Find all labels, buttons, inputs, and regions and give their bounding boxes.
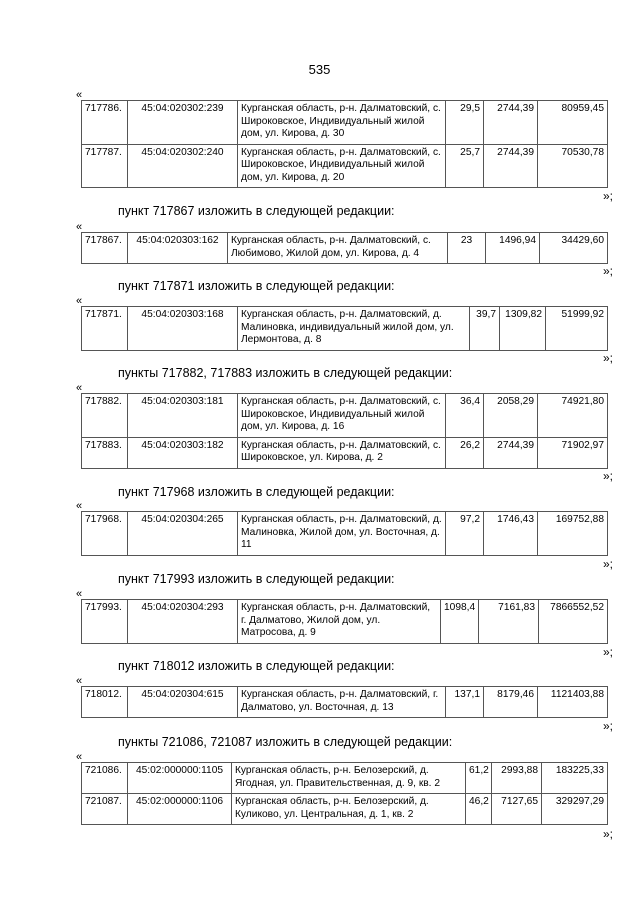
- table-row: [82, 233, 608, 264]
- row-number: 717968.: [82, 512, 128, 556]
- record-table: [81, 686, 608, 718]
- value: 1121403,88: [538, 687, 608, 718]
- cadastral-number: 45:04:020303:168: [128, 307, 238, 351]
- cadastral-number: 45:04:020303:182: [128, 437, 238, 468]
- area: 26,2: [446, 437, 484, 468]
- table-row: [82, 512, 608, 556]
- open-quote: «: [76, 500, 83, 512]
- record-table: [81, 511, 608, 556]
- rate: 2744,39: [484, 101, 538, 145]
- table-row: [82, 307, 608, 351]
- instruction-text: пункт 717993 изложить в следующей редакции:: [118, 572, 395, 586]
- open-quote: «: [76, 89, 83, 101]
- address: Курганская область, р-н. Далматовский, г. Далматово, ул. Восточная, д. 13: [238, 687, 446, 718]
- value: 34429,60: [540, 233, 608, 264]
- area: 36,4: [446, 394, 484, 438]
- row-number: 717786.: [82, 101, 128, 145]
- address: Курганская область, р-н. Далматовский, с. Широковское, ул. Кирова, д. 2: [238, 437, 446, 468]
- row-number: 718012.: [82, 687, 128, 718]
- record-table: [81, 762, 608, 825]
- address: Курганская область, р-н. Белозерский, д. Ягодная, ул. Правительственная, д. 9, кв. 2: [232, 763, 466, 794]
- row-number: 717883.: [82, 437, 128, 468]
- instruction-text: пункты 721086, 721087 изложить в следующей редакции:: [118, 735, 453, 749]
- value: 329297,29: [542, 794, 608, 825]
- cadastral-number: 45:04:020302:239: [128, 101, 238, 145]
- table-row: [82, 101, 608, 145]
- rate: 2744,39: [484, 437, 538, 468]
- area: 25,7: [446, 144, 484, 188]
- table-row: [82, 394, 608, 438]
- address: Курганская область, р-н. Белозерский, д. Куликово, ул. Центральная, д. 1, кв. 2: [232, 794, 466, 825]
- area: 1098,4: [441, 600, 479, 644]
- area: 97,2: [446, 512, 484, 556]
- open-quote: «: [76, 588, 83, 600]
- area: 39,7: [470, 307, 500, 351]
- record-table: [81, 232, 608, 264]
- rate: 2058,29: [484, 394, 538, 438]
- address: Курганская область, р-н. Далматовский, с. Любимово, Жилой дом, ул. Кирова, д. 4: [228, 233, 448, 264]
- rate: 1746,43: [484, 512, 538, 556]
- address: Курганская область, р-н. Далматовский, д. Малиновка, индивидуальный жилой дом, ул. Лермонтова, д. 8: [238, 307, 470, 351]
- row-number: 717871.: [82, 307, 128, 351]
- open-quote: «: [76, 295, 83, 307]
- instruction-text: пункты 717882, 717883 изложить в следующей редакции:: [118, 366, 453, 380]
- value: 80959,45: [538, 101, 608, 145]
- instruction-text: пункт 717867 изложить в следующей редакции:: [118, 204, 395, 218]
- instruction-text: пункт 717968 изложить в следующей редакции:: [118, 485, 395, 499]
- rate: 2744,39: [484, 144, 538, 188]
- area: 23: [448, 233, 486, 264]
- value: 7866552,52: [539, 600, 608, 644]
- cadastral-number: 45:02:000000:1105: [128, 763, 232, 794]
- open-quote: «: [76, 221, 83, 233]
- address: Курганская область, р-н. Далматовский, с. Широковское, Индивидуальный жилой дом, ул. Кирова, д. 30: [238, 101, 446, 145]
- rate: 8179,46: [484, 687, 538, 718]
- area: 61,2: [466, 763, 492, 794]
- close-quote: »;: [602, 469, 613, 483]
- close-quote: »;: [602, 189, 613, 203]
- record-table: [81, 100, 608, 188]
- open-quote: «: [76, 675, 83, 687]
- open-quote: «: [76, 382, 83, 394]
- row-number: 717787.: [82, 144, 128, 188]
- address: Курганская область, р-н. Далматовский, с. Широковское, Индивидуальный жилой дом, ул. Кирова, д. 20: [238, 144, 446, 188]
- area: 46,2: [466, 794, 492, 825]
- close-quote: »;: [602, 351, 613, 365]
- row-number: 721086.: [82, 763, 128, 794]
- cadastral-number: 45:04:020303:162: [128, 233, 228, 264]
- rate: 2993,88: [492, 763, 542, 794]
- record-table: [81, 393, 608, 469]
- table-row: [82, 794, 608, 825]
- close-quote: »;: [602, 645, 613, 659]
- value: 70530,78: [538, 144, 608, 188]
- table-row: [82, 437, 608, 468]
- area: 29,5: [446, 101, 484, 145]
- cadastral-number: 45:02:000000:1106: [128, 794, 232, 825]
- close-quote: »;: [602, 557, 613, 571]
- close-quote: »;: [602, 827, 613, 841]
- open-quote: «: [76, 751, 83, 763]
- address: Курганская область, р-н. Далматовский, с. Широковское, Индивидуальный жилой дом, ул. Кирова, д. 16: [238, 394, 446, 438]
- address: Курганская область, р-н. Далматовский, г. Далматово, Жилой дом, ул. Матросова, д. 9: [238, 600, 441, 644]
- page-number: 535: [308, 62, 331, 77]
- value: 169752,88: [538, 512, 608, 556]
- rate: 1309,82: [500, 307, 546, 351]
- cadastral-number: 45:04:020303:181: [128, 394, 238, 438]
- cadastral-number: 45:04:020302:240: [128, 144, 238, 188]
- row-number: 717993.: [82, 600, 128, 644]
- value: 183225,33: [542, 763, 608, 794]
- table-row: [82, 687, 608, 718]
- cadastral-number: 45:04:020304:265: [128, 512, 238, 556]
- record-table: [81, 306, 608, 351]
- row-number: 721087.: [82, 794, 128, 825]
- value: 74921,80: [538, 394, 608, 438]
- rate: 7161,83: [479, 600, 539, 644]
- instruction-text: пункт 718012 изложить в следующей редакции:: [118, 659, 395, 673]
- cadastral-number: 45:04:020304:615: [128, 687, 238, 718]
- value: 71902,97: [538, 437, 608, 468]
- value: 51999,92: [546, 307, 608, 351]
- address: Курганская область, р-н. Далматовский, д. Малиновка, Жилой дом, ул. Восточная, д. 11: [238, 512, 446, 556]
- area: 137,1: [446, 687, 484, 718]
- cadastral-number: 45:04:020304:293: [128, 600, 238, 644]
- table-row: [82, 144, 608, 188]
- close-quote: »;: [602, 719, 613, 733]
- close-quote: »;: [602, 264, 613, 278]
- table-row: [82, 763, 608, 794]
- instruction-text: пункт 717871 изложить в следующей редакции:: [118, 279, 395, 293]
- rate: 7127,65: [492, 794, 542, 825]
- row-number: 717867.: [82, 233, 128, 264]
- record-table: [81, 599, 608, 644]
- rate: 1496,94: [486, 233, 540, 264]
- table-row: [82, 600, 608, 644]
- row-number: 717882.: [82, 394, 128, 438]
